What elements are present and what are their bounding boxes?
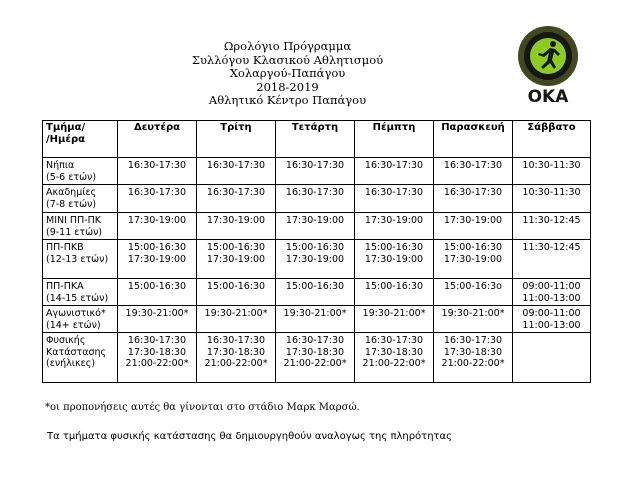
group-cell: Ακαδημίες (7-8 ετών) (43, 185, 118, 213)
time-cell: 16:30-17:30 (276, 158, 355, 185)
time-cell: 09:00-11:00 11:00-13:00 (513, 279, 591, 306)
time-cell (513, 333, 591, 383)
header-friday: Παρασκευή (434, 121, 513, 158)
time-cell: 16:30-17:30 (276, 185, 355, 213)
time-cell: 16:30-17:30 17:30-18:30 21:00-22:00* (197, 333, 276, 383)
time-cell: 16:30-17:30 (197, 158, 276, 185)
time-cell: 16:30-17:30 17:30-18:30 21:00-22:00* (276, 333, 355, 383)
header-monday: Δευτέρα (118, 121, 197, 158)
time-cell: 17:30-19:00 (434, 213, 513, 240)
time-cell: 16:30-17:30 (355, 185, 434, 213)
group-cell: Φυσικής Κατάστασης (ενήλικες) (43, 333, 118, 383)
schedule-table (42, 120, 591, 383)
table-row (43, 240, 591, 279)
table-row (43, 213, 591, 240)
footnote-fitness-groups: Τα τμήματα φυσικής κατάστασης θα δημιουργηθούν αναλογως της πληρότητας (47, 431, 453, 442)
time-cell: 16:30-17:30 (118, 158, 197, 185)
title-line: Ωρολόγιο Πρόγραμμα (223, 39, 352, 53)
table-row (43, 279, 591, 306)
table-row (43, 306, 591, 333)
title-line: Συλλόγου Κλασικού Αθλητισμού (191, 52, 384, 67)
header-wednesday: Τετάρτη (276, 121, 355, 158)
time-cell: 15:00-16:30 17:30-19:00 (355, 240, 434, 279)
time-cell: 16:30-17:30 17:30-18:30 21:00-22:00* (434, 333, 513, 383)
oka-club-logo (510, 25, 586, 105)
time-cell: 15:00-16:3ο (434, 279, 513, 306)
title-line: 2018-2019 (256, 79, 319, 94)
time-cell: 19:30-21:00* (197, 306, 276, 333)
time-cell: 10:30-11:30 (513, 158, 591, 185)
time-cell: 16:30-17:30 (197, 185, 276, 213)
header-group-day: Τμήμα/ /Ημέρα (43, 121, 118, 158)
footnote-stadium: *οι προπονήσεις αυτές θα γίνονται στο στάδιο Μαρκ Μαρσώ. (45, 402, 360, 413)
time-cell: 09:00-11:00 11:00-13:00 (513, 306, 591, 333)
time-cell: 16:30-17:30 17:30-18:30 21:00-22:00* (355, 333, 434, 383)
group-cell: ΜΙΝΙ ΠΠ-ΠΚ (9-11 ετών) (43, 213, 118, 240)
time-cell: 10:30-11:30 (513, 185, 591, 213)
time-cell: 19:30-21:00* (355, 306, 434, 333)
time-cell: 16:30-17:30 (434, 158, 513, 185)
time-cell: 15:00-16:30 (118, 279, 197, 306)
document-title (160, 40, 415, 108)
time-cell: 16:30-17:30 (355, 158, 434, 185)
header-row (43, 121, 591, 158)
time-cell: 19:30-21:00* (118, 306, 197, 333)
group-cell: Νήπια (5-6 ετών) (43, 158, 118, 185)
time-cell: 17:30-19:00 (197, 213, 276, 240)
title-line: Αθλητικό Κέντρο Παπάγου (208, 93, 367, 107)
table-row (43, 158, 591, 185)
time-cell: 16:30-17:30 (118, 185, 197, 213)
group-cell: ΠΠ-ΠΚΒ (12-13 ετών) (43, 240, 118, 279)
time-cell: 15:00-16:30 17:30-19:00 (118, 240, 197, 279)
time-cell: 15:00-16:30 17:30-19:00 (434, 240, 513, 279)
time-cell: 16:30-17:30 (434, 185, 513, 213)
time-cell: 15:00-16:30 (276, 279, 355, 306)
header-tuesday: Τρίτη (197, 121, 276, 158)
time-cell: 11:30-12:45 (513, 240, 591, 279)
logo-center (530, 38, 566, 74)
header-thursday: Πέμπτη (355, 121, 434, 158)
time-cell: 17:30-19:00 (355, 213, 434, 240)
group-cell: Αγωνιστικό* (14+ ετών) (43, 306, 118, 333)
time-cell: 15:00-16:30 17:30-19:00 (276, 240, 355, 279)
title-line: Χολαργού-Παπάγου (229, 66, 346, 80)
time-cell: 17:30-19:00 (118, 213, 197, 240)
time-cell: 19:30-21:00* (434, 306, 513, 333)
time-cell: 19:30-21:00* (276, 306, 355, 333)
time-cell: 16:30-17:30 17:30-18:30 21:00-22:00* (118, 333, 197, 383)
time-cell: 11:30-12:45 (513, 213, 591, 240)
time-cell: 15:00-16:30 17:30-19:00 (197, 240, 276, 279)
table-row (43, 333, 591, 383)
time-cell: 15:00-16:30 (197, 279, 276, 306)
logo-wordmark: ΟΚΑ (527, 87, 569, 105)
time-cell: 15:00-16:30 (355, 279, 434, 306)
group-cell: ΠΠ-ΠΚΑ (14-15 ετών) (43, 279, 118, 306)
time-cell: 17:30-19:00 (276, 213, 355, 240)
table-row (43, 185, 591, 213)
header-saturday: Σάββατο (513, 121, 591, 158)
